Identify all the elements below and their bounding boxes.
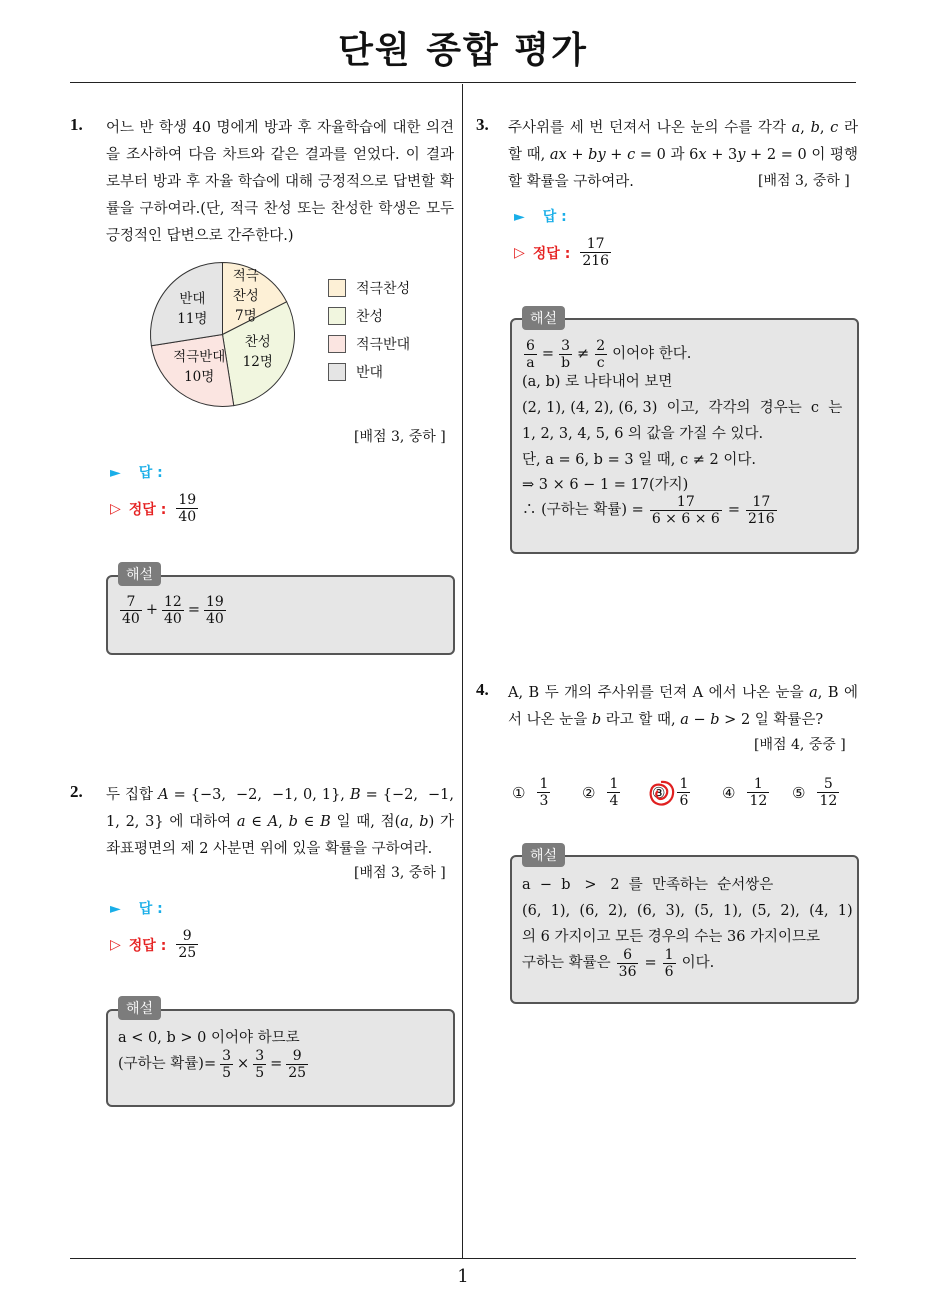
play-triangle-icon: ► xyxy=(514,209,525,225)
q3-correct-answer xyxy=(514,236,613,269)
q2-number: 2. xyxy=(70,782,83,801)
q1-answer-label: 답 : xyxy=(138,465,163,481)
legend-item xyxy=(328,306,383,326)
q4-choice-1[interactable]: ① $\frac{1}{3}$ xyxy=(512,776,549,809)
play-triangle-icon: ► xyxy=(110,465,121,481)
q4-solution-line-2: (6, 1), (6, 2), (6, 3), (5, 1), (5, 2), (4, 1) xyxy=(522,903,853,919)
q1-number: 1. xyxy=(70,115,83,134)
page-number: 1 xyxy=(457,1266,469,1287)
column-divider xyxy=(462,84,463,1258)
answer-circle-mark xyxy=(646,778,676,808)
q3-correct-label: 정답 : xyxy=(532,245,571,262)
q4-solution-line-4: 구하는 확률은 $\frac{6}{36}$ = $\frac{1}{6}$ 이다. xyxy=(522,947,715,980)
q2-answer-label: 답 : xyxy=(138,901,163,917)
q1-correct-fraction: $\frac{19}{40}$ xyxy=(178,492,197,525)
q3-solution-line-5: 단, a = 6, b = 3 일 때, c ≠ 2 이다. xyxy=(522,452,756,468)
page-title: 단원 종합 평가 xyxy=(338,30,588,71)
legend-label: 적극반대 xyxy=(356,337,411,353)
outline-triangle-icon: ▷ xyxy=(514,244,525,261)
q4-solution-tag: 해설 xyxy=(522,843,565,867)
q4-choice-4[interactable]: ④ $\frac{1}{12}$ xyxy=(722,776,768,809)
top-rule xyxy=(70,82,856,83)
q2-score: [배점 3, 중하 ] xyxy=(354,865,446,881)
q4-choice-5[interactable]: ⑤ $\frac{5}{12}$ xyxy=(792,776,838,809)
q3-answer-row[interactable] xyxy=(514,206,567,226)
q3-text: 주사위를 세 번 던져서 나온 눈의 수를 각각 a, b, c 라 할 때, ax + by + c = 0 과 6x + 3y + 2 = 0 이 평행할 확률을 구하여라. xyxy=(508,120,859,190)
q3-solution-line-3: (2, 1), (4, 2), (6, 3) 이고, 각각의 경우는 c 는 xyxy=(522,400,843,416)
outline-triangle-icon: ▷ xyxy=(110,936,121,953)
q3-answer-label: 답 : xyxy=(542,209,567,225)
q3-solution-line-6: ⇒ 3 × 6 − 1 = 17(가지) xyxy=(522,477,689,493)
q4-choice-2[interactable]: ② $\frac{1}{4}$ xyxy=(582,776,619,809)
q1-solution-body: $\frac{7}{40}$ + $\frac{12}{40}$ = $\frac{19}{40}$ xyxy=(122,594,224,627)
q1-solution-tag: 해설 xyxy=(118,562,161,586)
q2-correct-fraction: $\frac{9}{25}$ xyxy=(178,928,197,961)
q4-text: A, B 두 개의 주사위를 던져 A 에서 나온 눈을 a, B 에서 나온 눈을 b 라고 할 때, a − b > 2 일 확률은? xyxy=(508,685,858,728)
legend-label: 적극찬성 xyxy=(356,281,411,297)
legend-label: 찬성 xyxy=(356,309,384,325)
pie-slice-label-4: 반대 11명 xyxy=(177,290,208,327)
q4-number: 4. xyxy=(476,680,489,699)
q2-answer-row[interactable] xyxy=(110,898,163,918)
q2-solution-line-1: a < 0, b > 0 이어야 하므로 xyxy=(118,1030,300,1046)
legend-swatch xyxy=(328,363,346,381)
q3-correct-fraction: $\frac{17}{216}$ xyxy=(582,236,610,269)
pie-slice-label-2: 찬성 12명 xyxy=(242,334,273,371)
q1-score: [배점 3, 중하 ] xyxy=(354,429,446,445)
q3-solution-line-1: $\frac{6}{a}$ = $\frac{3}{b}$ ≠ $\frac{2}{c}$ 이어야 한다. xyxy=(526,338,692,371)
q4-score: [배점 4, 중중 ] xyxy=(754,737,846,753)
legend-item xyxy=(328,334,410,354)
q2-text: 두 집합 A = {−3, −2, −1, 0, 1}, B = {−2, −1, 1, 2, 3} 에 대하여 a ∈ A, b ∈ B 일 때, 점(a, b) 가 좌표평면의 제 2 사분면 위에 있을 확률을 구하여라. xyxy=(106,787,455,857)
q3-score: [배점 3, 중하 ] xyxy=(758,173,850,189)
q2-correct-answer xyxy=(110,928,200,961)
q3-solution-line-2: (a, b) 로 나타내어 보면 xyxy=(522,374,673,390)
q4-solution-line-3: 의 6 가지이고 모든 경우의 수는 36 가지이므로 xyxy=(522,929,821,945)
q2-solution-tag: 해설 xyxy=(118,996,161,1020)
pie-slice-label-3: 적극반대 10명 xyxy=(173,348,226,385)
q1-text: 어느 반 학생 40 명에게 방과 후 자율학습에 대한 의견을 조사하여 다음 차트와 같은 결과를 얻었다. 이 결과로부터 방과 후 자율 학습에 대해 긍정적으로 답변할 확률을 구하여라.(단, 적극 찬성 또는 찬성한 학생은 모두 긍정적인 답변으로 간주한다.) xyxy=(106,120,454,244)
q1-correct-answer xyxy=(110,492,200,525)
q3-solution-tag: 해설 xyxy=(522,306,565,330)
pie-slice-label-1: 적극 찬성 7명 xyxy=(232,268,259,325)
q3-number: 3. xyxy=(476,115,489,134)
q1-correct-label: 정답 : xyxy=(128,501,167,518)
outline-triangle-icon: ▷ xyxy=(110,500,121,517)
q4-solution-line-1: a − b > 2 를 만족하는 순서쌍은 xyxy=(522,877,774,893)
q3-solution-line-4: 1, 2, 3, 4, 5, 6 의 값을 가질 수 있다. xyxy=(522,426,764,442)
legend-swatch xyxy=(328,307,346,325)
q2-correct-label: 정답 : xyxy=(128,937,167,954)
q2-solution-line-2: (구하는 확률)= $\frac{3}{5}$ × $\frac{3}{5}$ = $\frac{9}{25}$ xyxy=(118,1048,307,1081)
legend-label: 반대 xyxy=(356,365,384,381)
q4-choice-3[interactable]: ③ $\frac{1}{6}$ xyxy=(652,776,689,809)
legend-item xyxy=(328,278,410,298)
q1-answer-row[interactable] xyxy=(110,462,163,482)
legend-swatch xyxy=(328,279,346,297)
legend-swatch xyxy=(328,335,346,353)
bottom-rule xyxy=(70,1258,856,1259)
play-triangle-icon: ► xyxy=(110,901,121,917)
legend-item xyxy=(328,362,383,382)
q3-solution-line-7: ∴ (구하는 확률) = $\frac{17}{6 \times 6 \times 6}$ = $\frac{17}{216}$ xyxy=(522,494,775,527)
